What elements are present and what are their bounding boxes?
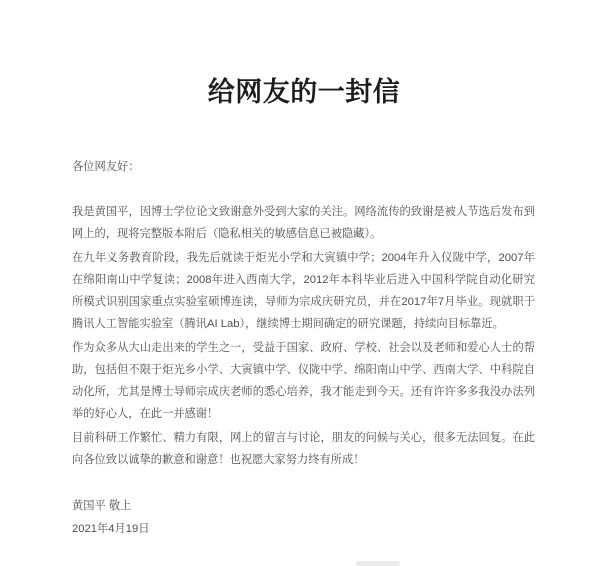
date-line: 2021年4月19日 — [72, 523, 150, 535]
letter-body — [72, 156, 535, 540]
cropped-content-artifact — [356, 561, 400, 566]
signature-line: 黄国平 敬上 — [72, 500, 132, 512]
paragraph-education-history: 在九年义务教育阶段，我先后就读于炬光小学和大寅镇中学；2004年升入仪陇中学，2007年在绵阳南山中学复读；2008年进入西南大学，2012年本科毕业后进入中国科学院自动化研究所模式识别国家重点实验室硕博连读，导师为宗成庆研究员，并在2017年7月毕业。现就职于腾讯人工智能实验室（腾讯AI Lab），继续博士期间确定的研究课题，持续向目标靠近。 — [72, 252, 535, 330]
paragraph-apology: 目前科研工作繁忙、精力有限，网上的留言与讨论，朋友的问候与关心，很多无法回复。在此向各位致以诚挚的歉意和谢意！也祝愿大家努力终有所成！ — [72, 432, 535, 466]
greeting-line: 各位网友好： — [72, 161, 140, 173]
letter-title: 给网友的一封信 — [207, 77, 401, 107]
paragraph-intro: 我是黄国平，因博士学位论文致谢意外受到大家的关注。网络流传的致谢是被人节选后发布到网上的，现将完整版本附后（隐私相关的敏感信息已被隐藏）。 — [72, 206, 535, 240]
paragraph-gratitude: 作为众多从大山走出来的学生之一，受益于国家、政府、学校、社会以及老师和爱心人士的帮助，包括但不限于炬光乡小学、大寅镇中学、仪陇中学、绵阳南山中学、西南大学、中科院自动化所，尤其是博士导师宗成庆老师的悉心培养，我才能走到今天。还有许许多多我没办法列举的好心人，在此一并感谢！ — [72, 342, 535, 420]
